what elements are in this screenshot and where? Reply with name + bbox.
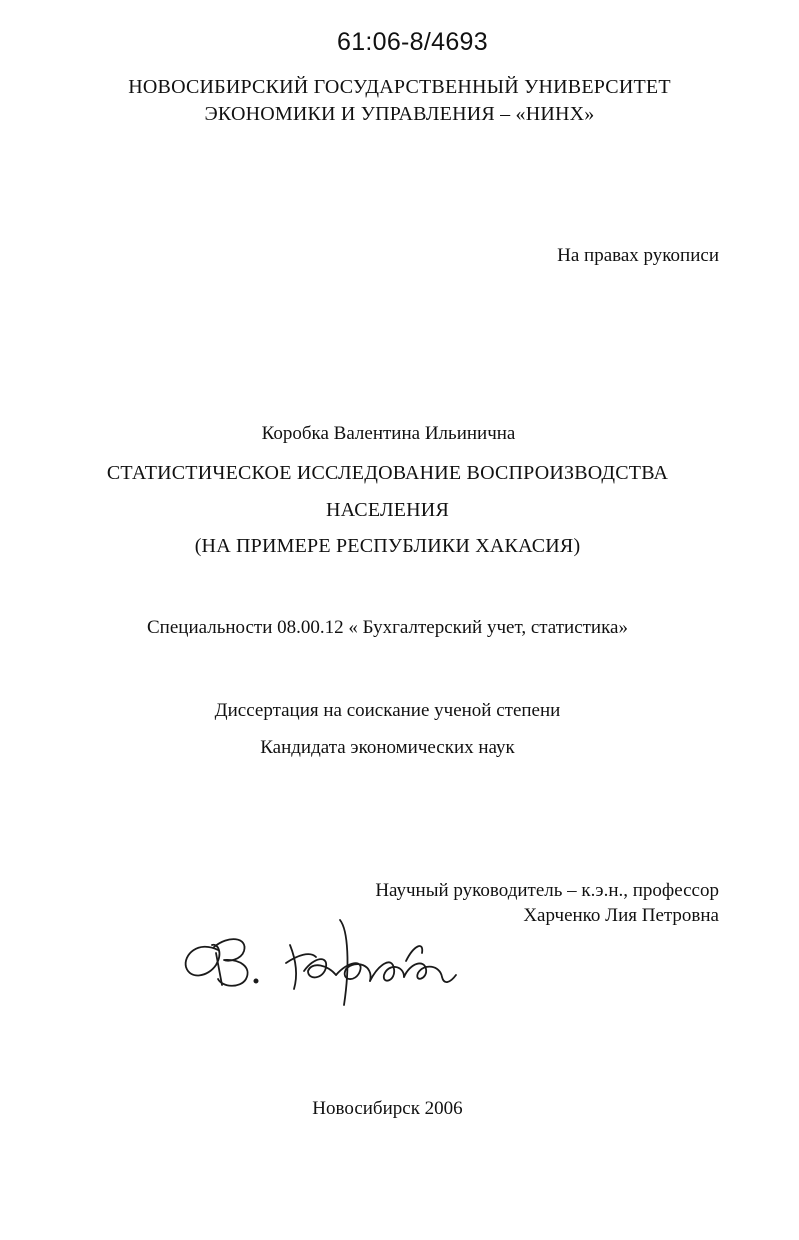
author-name: Коробка Валентина Ильинична	[261, 423, 516, 444]
dissertation-title-line3: (НА ПРИМЕРЕ РЕСПУБЛИКИ ХАКАСИЯ)	[194, 535, 581, 557]
specialty-line: Специальности 08.00.12 « Бухгалтерский учет, статистика»	[147, 617, 628, 638]
archive-stamp-number: 61:06-8/4693	[337, 28, 488, 56]
supervisor-name: Харченко Лия Петровна	[523, 905, 719, 926]
university-name-line1: НОВОСИБИРСКИЙ ГОСУДАРСТВЕННЫЙ УНИВЕРСИТЕТ	[128, 76, 671, 98]
degree-line1: Диссертация на соискание ученой степени	[214, 700, 561, 721]
dissertation-title-line2: НАСЕЛЕНИЯ	[326, 499, 449, 521]
supervisor-role: Научный руководитель – к.э.н., профессор	[375, 880, 719, 901]
dissertation-title-line1: СТАТИСТИЧЕСКОЕ ИССЛЕДОВАНИЕ ВОСПРОИЗВОДСТВА	[106, 462, 669, 484]
city-year-footer: Новосибирск 2006	[312, 1098, 463, 1119]
handwritten-signature	[178, 905, 478, 1015]
degree-line2: Кандидата экономических наук	[260, 737, 515, 758]
university-name-line2: ЭКОНОМИКИ И УПРАВЛЕНИЯ – «НИНХ»	[204, 103, 595, 125]
manuscript-rights-note: На правах рукописи	[557, 245, 719, 266]
